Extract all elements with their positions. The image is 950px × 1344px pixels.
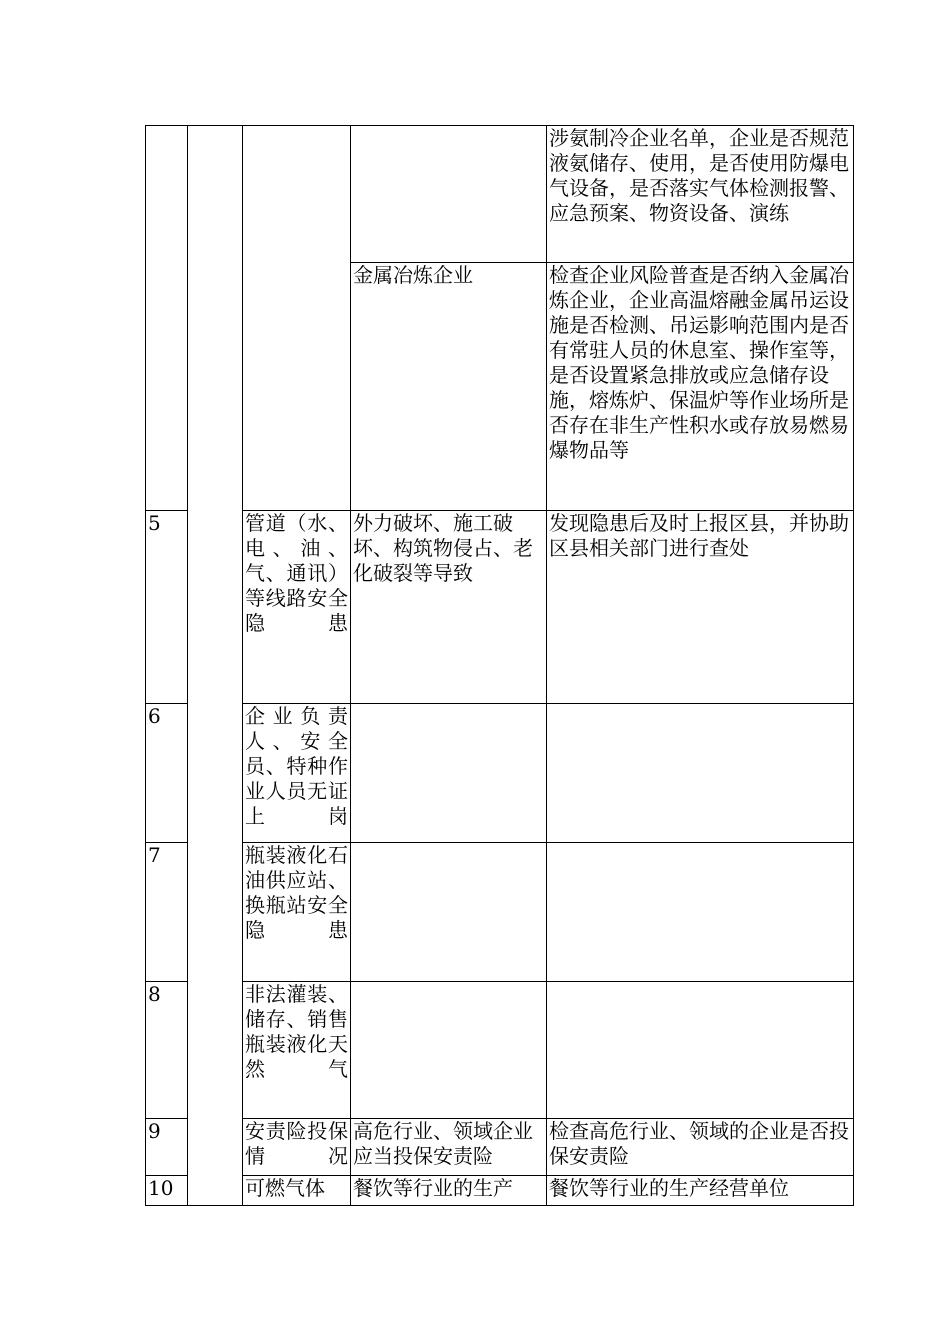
description-cell [547, 126, 854, 263]
number-cell [146, 126, 188, 511]
item-cell [243, 1176, 351, 1206]
row-number: 8 [148, 982, 161, 1006]
category-cell [351, 126, 547, 263]
item-cell [243, 704, 351, 843]
description-cell [547, 511, 854, 704]
row-number: 5 [148, 511, 161, 535]
row-number: 6 [148, 704, 161, 728]
table-row [146, 1176, 854, 1206]
description-cell [547, 704, 854, 843]
category-text: 外力破坏、施工破坏、构筑物侵占、老化破裂等导致 [353, 511, 533, 585]
item-cell [243, 982, 351, 1119]
description-cell [547, 263, 854, 511]
description-text: 检查企业风险普查是否纳入金属冶炼企业，企业高温熔融金属吊运设施是否检测、吊运影响范围内是否有常驻人员的休息室、操作室等，是否设置紧急排放或应急储存设施，熔炼炉、保温炉等作业场所是否存在非生产性积水或存放易燃易爆物品等 [549, 263, 849, 462]
item-text: 非法灌装、储存、销售瓶装液化天然气 [245, 982, 348, 1081]
category-group-cell [188, 126, 243, 1206]
row-number: 9 [148, 1119, 161, 1143]
description-cell [547, 982, 854, 1119]
row-number: 10 [148, 1176, 174, 1200]
table-row [146, 1119, 854, 1176]
table-row [146, 843, 854, 982]
item-text: 安责险投保情况 [245, 1119, 348, 1168]
table-row [146, 511, 854, 704]
description-cell [547, 1119, 854, 1176]
category-cell [351, 511, 547, 704]
item-text: 可燃气体 [245, 1176, 325, 1200]
item-text: 瓶装液化石油供应站、换瓶站安全隐患 [245, 843, 348, 942]
number-cell [146, 982, 188, 1119]
category-cell [351, 843, 547, 982]
table-row [146, 126, 854, 263]
category-text: 餐饮等行业的生产 [353, 1176, 513, 1200]
description-text: 发现隐患后及时上报区县，并协助区县相关部门进行查处 [549, 511, 849, 560]
category-cell [351, 1176, 547, 1206]
category-cell [351, 704, 547, 843]
description-text: 涉氨制冷企业名单，企业是否规范液氨储存、使用，是否使用防爆电气设备，是否落实气体检测报警、应急预案、物资设备、演练 [549, 126, 849, 225]
number-cell [146, 1176, 188, 1206]
item-cell [243, 1119, 351, 1176]
item-text: 管道（水、电、油、气、通讯）等线路安全隐患 [245, 511, 348, 635]
description-cell [547, 843, 854, 982]
number-cell [146, 704, 188, 843]
inspection-table [145, 125, 854, 1206]
table-row [146, 704, 854, 843]
item-text: 企业负责人、安全员、特种作业人员无证上岗 [245, 704, 348, 828]
description-text: 餐饮等行业的生产经营单位 [549, 1176, 789, 1200]
number-cell [146, 511, 188, 704]
row-number: 7 [148, 843, 161, 867]
item-cell [243, 511, 351, 704]
description-cell [547, 1176, 854, 1206]
category-cell [351, 263, 547, 511]
item-cell [243, 843, 351, 982]
item-cell [243, 126, 351, 511]
category-cell [351, 982, 547, 1119]
number-cell [146, 1119, 188, 1176]
table-row [146, 982, 854, 1119]
category-text: 高危行业、领域企业应当投保安责险 [353, 1119, 533, 1168]
number-cell [146, 843, 188, 982]
description-text: 检查高危行业、领域的企业是否投保安责险 [549, 1119, 849, 1168]
category-text: 金属冶炼企业 [353, 263, 473, 287]
category-cell [351, 1119, 547, 1176]
